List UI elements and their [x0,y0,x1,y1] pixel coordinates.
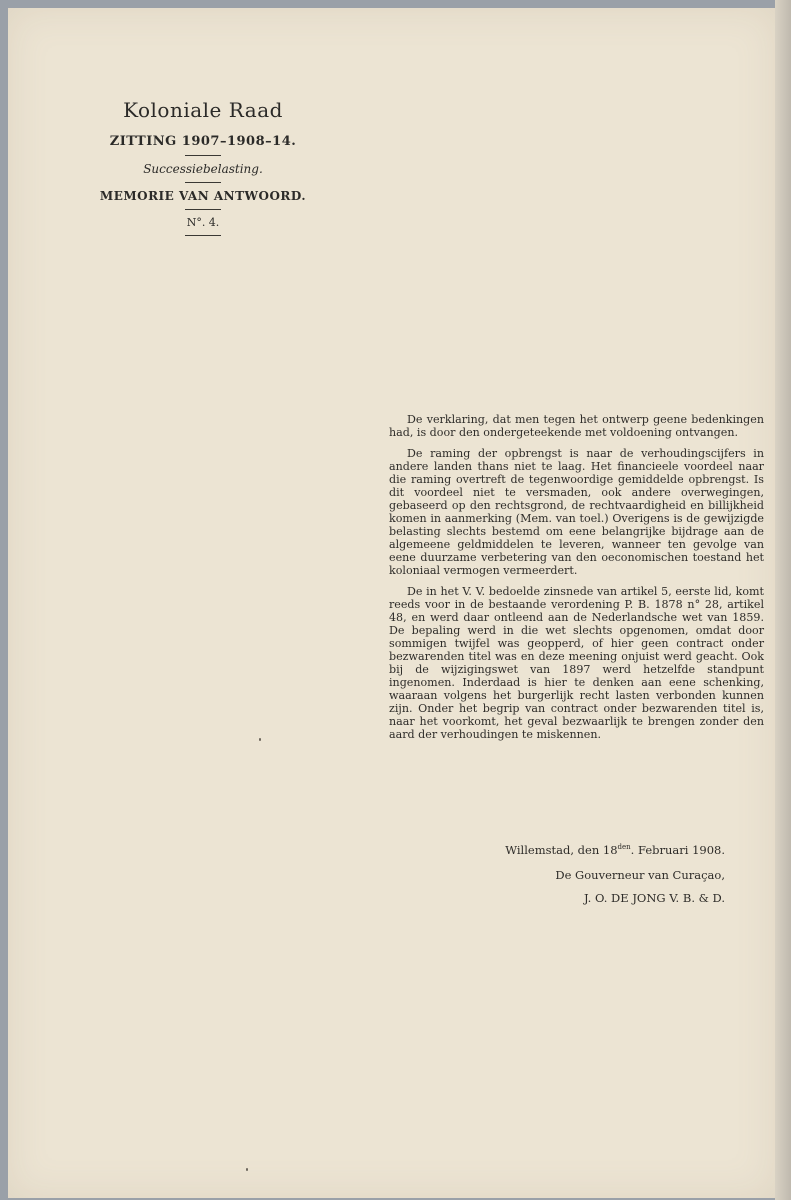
body-text [389,413,764,749]
signer-name: J. O. DE JONG V. B. & D. [583,891,725,905]
page-edge [775,0,791,1200]
header-divider [185,182,221,183]
document-page [8,8,776,1198]
closing-title: De Gouverneur van Curaçao, [555,868,725,882]
document-number: N°. 4. [186,216,220,229]
document-header [58,98,348,242]
subject-line: Successiebelasting. [143,162,263,176]
paragraph: De in het V. V. bedoelde zinsnede van artikel 5, eerste lid, komt reeds voor in de bestaande verordening P. B. 1878 n° 28, artikel 48, en werd daar ontleend aan de Nederlandsche wet van 1859. De bepaling werd in die wet slechts opgenomen, omdat door sommigen twijfel was geopperd, of hier geen contract onder bezwarenden titel was en deze meening onjuist werd geacht. Ook bij de wijzigingswet van 1897 werd hetzelfde standpunt ingenomen. Inderdaad is hier te denken aan eene schenking, waaraan volgens het burgerlijk recht lasten verbonden kunnen zijn. Onder het begrip van contract onder bezwarenden titel is, naar het voorkomt, het geval bezwaarlijk te brengen zonder den aard der verhoudingen te miskennen. [389,585,764,741]
header-divider [185,235,221,236]
date-prefix: Willemstad, den 18 [505,843,618,857]
date-superscript: den [617,843,631,852]
memo-title: MEMORIE VAN ANTWOORD. [99,189,307,203]
session-line: ZITTING 1907–1908–14. [109,134,297,149]
paper-speck [259,738,261,741]
paragraph: De verklaring, dat men tegen het ontwerp geene bedenkingen had, is door den ondergeteekende met voldoening ontvangen. [389,413,764,439]
header-divider [185,155,221,156]
paper-speck [246,1168,248,1171]
date-suffix: . Februari 1908. [630,843,725,857]
council-title: Koloniale Raad [123,98,283,122]
header-divider [185,209,221,210]
closing-date [389,843,725,857]
paragraph: De raming der opbrengst is naar de verhoudingscijfers in andere landen thans niet te laag. Het financieele voordeel naar die raming overtreft de tegenwoordige gemiddelde opbrengst. Is dit voordeel niet te versmaden, ook andere overwegingen, gebaseerd op den rechtsgrond, de rechtvaardigheid en billijkheid komen in aanmerking (Mem. van toel.) Overigens is de gewijzigde belasting slechts bestemd om eene belangrijke bijdrage aan de algemeene geldmiddelen te leveren, wanneer ten gevolge van eene duurzame verbetering van den oeconomischen toestand het koloniaal vermogen vermeerdert. [389,447,764,577]
